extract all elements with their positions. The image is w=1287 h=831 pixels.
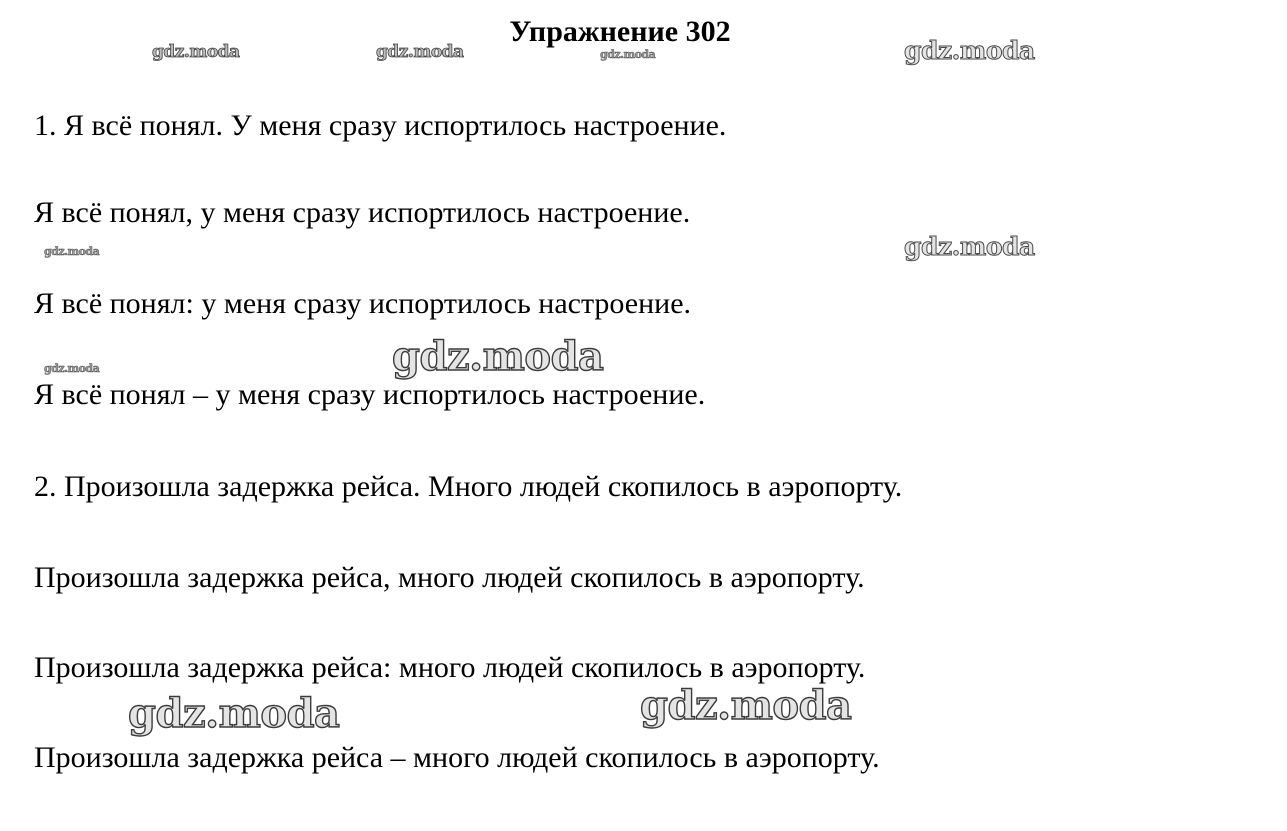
sentence-2-comma-variant: Произошла задержка рейса, много людей скопилось в аэропорту. [34,561,865,594]
watermark-logo: gdz.moda [376,42,464,62]
watermark-logo: gdz.moda [904,36,1035,65]
watermark-logo: gdz.moda [600,48,656,61]
exercise-title: Упражнение 302 [509,15,731,48]
sentence-2-colon-variant: Произошла задержка рейса: много людей скопилось в аэропорту. [34,651,866,684]
sentence-1-comma-variant: Я всё понял, у меня сразу испортилось настроение. [34,196,691,229]
sentence-1: 1. Я всё понял. У меня сразу испортилось настроение. [34,109,727,142]
watermark-logo: gdz.moda [392,333,604,380]
watermark-logo: gdz.moda [128,690,340,737]
watermark-logo: gdz.moda [44,362,100,375]
watermark-logo: gdz.moda [904,232,1035,261]
watermark-logo: gdz.moda [44,245,100,258]
watermark-logo: gdz.moda [152,42,240,62]
watermark-logo: gdz.moda [640,682,852,729]
sentence-1-dash-variant: Я всё понял – у меня сразу испортилось настроение. [34,378,706,411]
sentence-1-colon-variant: Я всё понял: у меня сразу испортилось настроение. [34,287,692,320]
sentence-2-dash-variant: Произошла задержка рейса – много людей скопилось в аэропорту. [34,741,880,774]
sentence-2: 2. Произошла задержка рейса. Много людей скопилось в аэропорту. [34,470,903,503]
